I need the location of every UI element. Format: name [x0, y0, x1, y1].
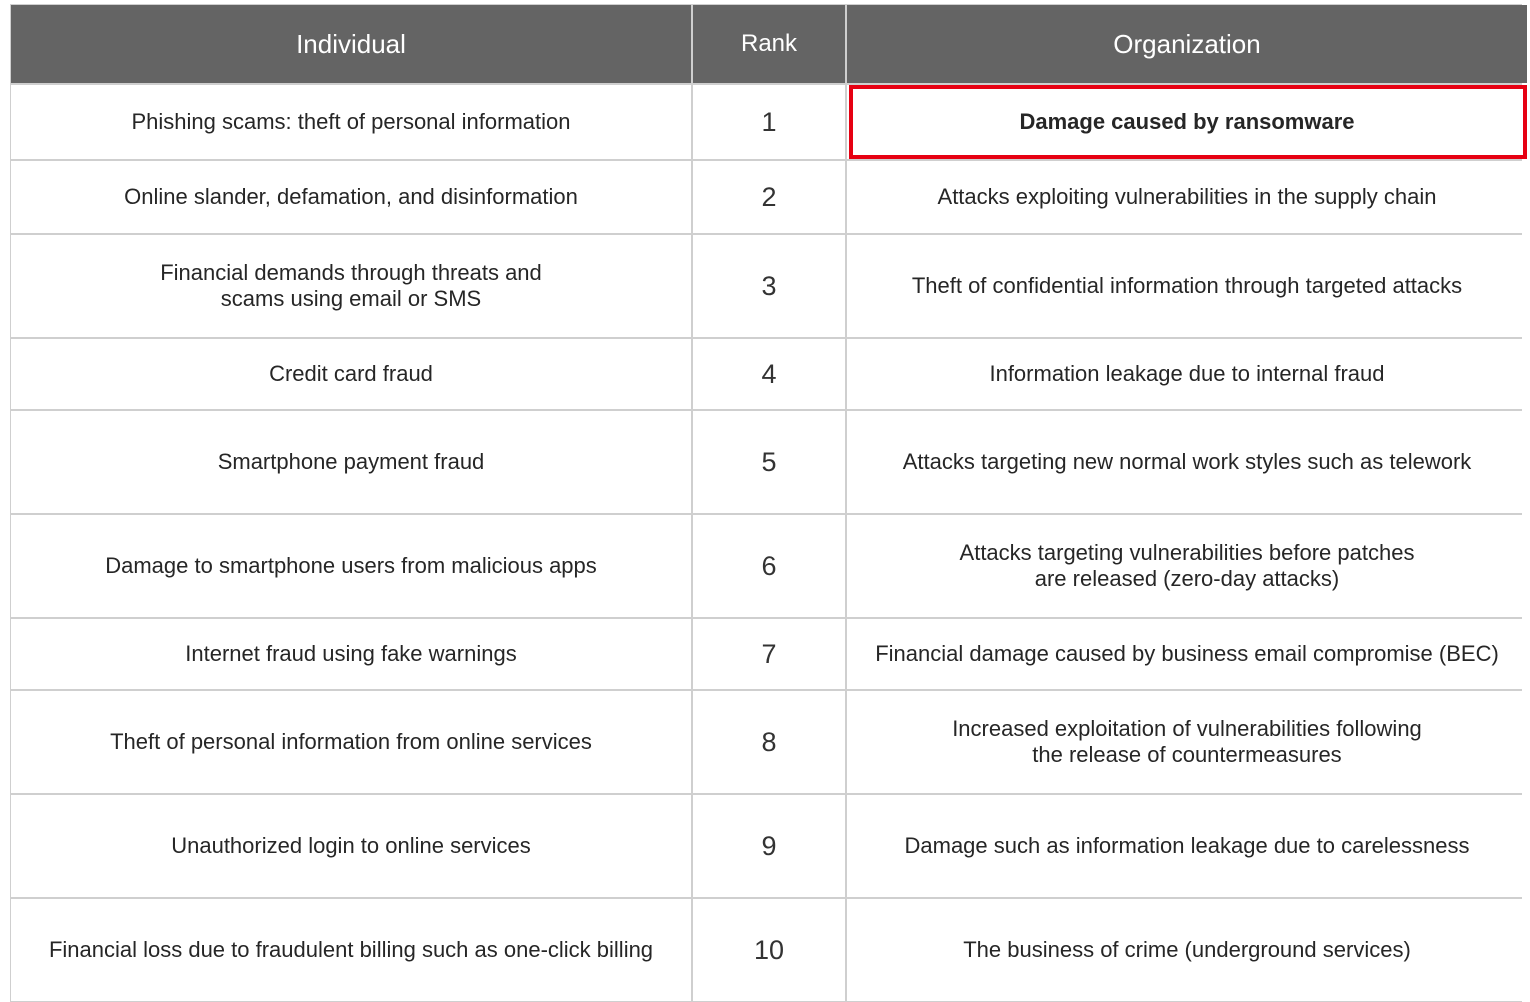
organization-cell: Information leakage due to internal fraud [847, 339, 1527, 409]
header-individual: Individual [11, 5, 691, 83]
organization-cell: Damage such as information leakage due to carelessness [847, 795, 1527, 897]
rank-cell: 4 [693, 339, 845, 409]
organization-cell: Theft of confidential information through targeted attacks [847, 235, 1527, 337]
rank-cell: 7 [693, 619, 845, 689]
rank-cell: 9 [693, 795, 845, 897]
individual-cell: Financial loss due to fraudulent billing such as one-click billing [11, 899, 691, 1001]
individual-cell: Credit card fraud [11, 339, 691, 409]
individual-cell: Theft of personal information from online services [11, 691, 691, 793]
organization-cell: Attacks targeting new normal work styles such as telework [847, 411, 1527, 513]
individual-cell: Internet fraud using fake warnings [11, 619, 691, 689]
header-rank: Rank [693, 5, 845, 83]
rank-cell: 8 [693, 691, 845, 793]
rank-cell: 5 [693, 411, 845, 513]
individual-cell: Unauthorized login to online services [11, 795, 691, 897]
organization-cell: The business of crime (underground services) [847, 899, 1527, 1001]
organization-cell: Attacks targeting vulnerabilities before patches are released (zero-day attacks) [847, 515, 1527, 617]
header-organization: Organization [847, 5, 1527, 83]
rank-cell: 6 [693, 515, 845, 617]
individual-cell: Damage to smartphone users from malicious apps [11, 515, 691, 617]
organization-cell: Increased exploitation of vulnerabilities following the release of countermeasures [847, 691, 1527, 793]
individual-cell: Smartphone payment fraud [11, 411, 691, 513]
organization-cell: Financial damage caused by business email compromise (BEC) [847, 619, 1527, 689]
individual-cell: Online slander, defamation, and disinformation [11, 161, 691, 233]
rank-cell: 1 [693, 85, 845, 159]
threat-ranking-table [10, 4, 1522, 1002]
individual-cell: Phishing scams: theft of personal information [11, 85, 691, 159]
rank-cell: 3 [693, 235, 845, 337]
organization-cell: Attacks exploiting vulnerabilities in the supply chain [847, 161, 1527, 233]
rank-cell: 2 [693, 161, 845, 233]
organization-cell-highlighted: Damage caused by ransomware [847, 85, 1527, 159]
individual-cell: Financial demands through threats and scams using email or SMS [11, 235, 691, 337]
rank-cell: 10 [693, 899, 845, 1001]
